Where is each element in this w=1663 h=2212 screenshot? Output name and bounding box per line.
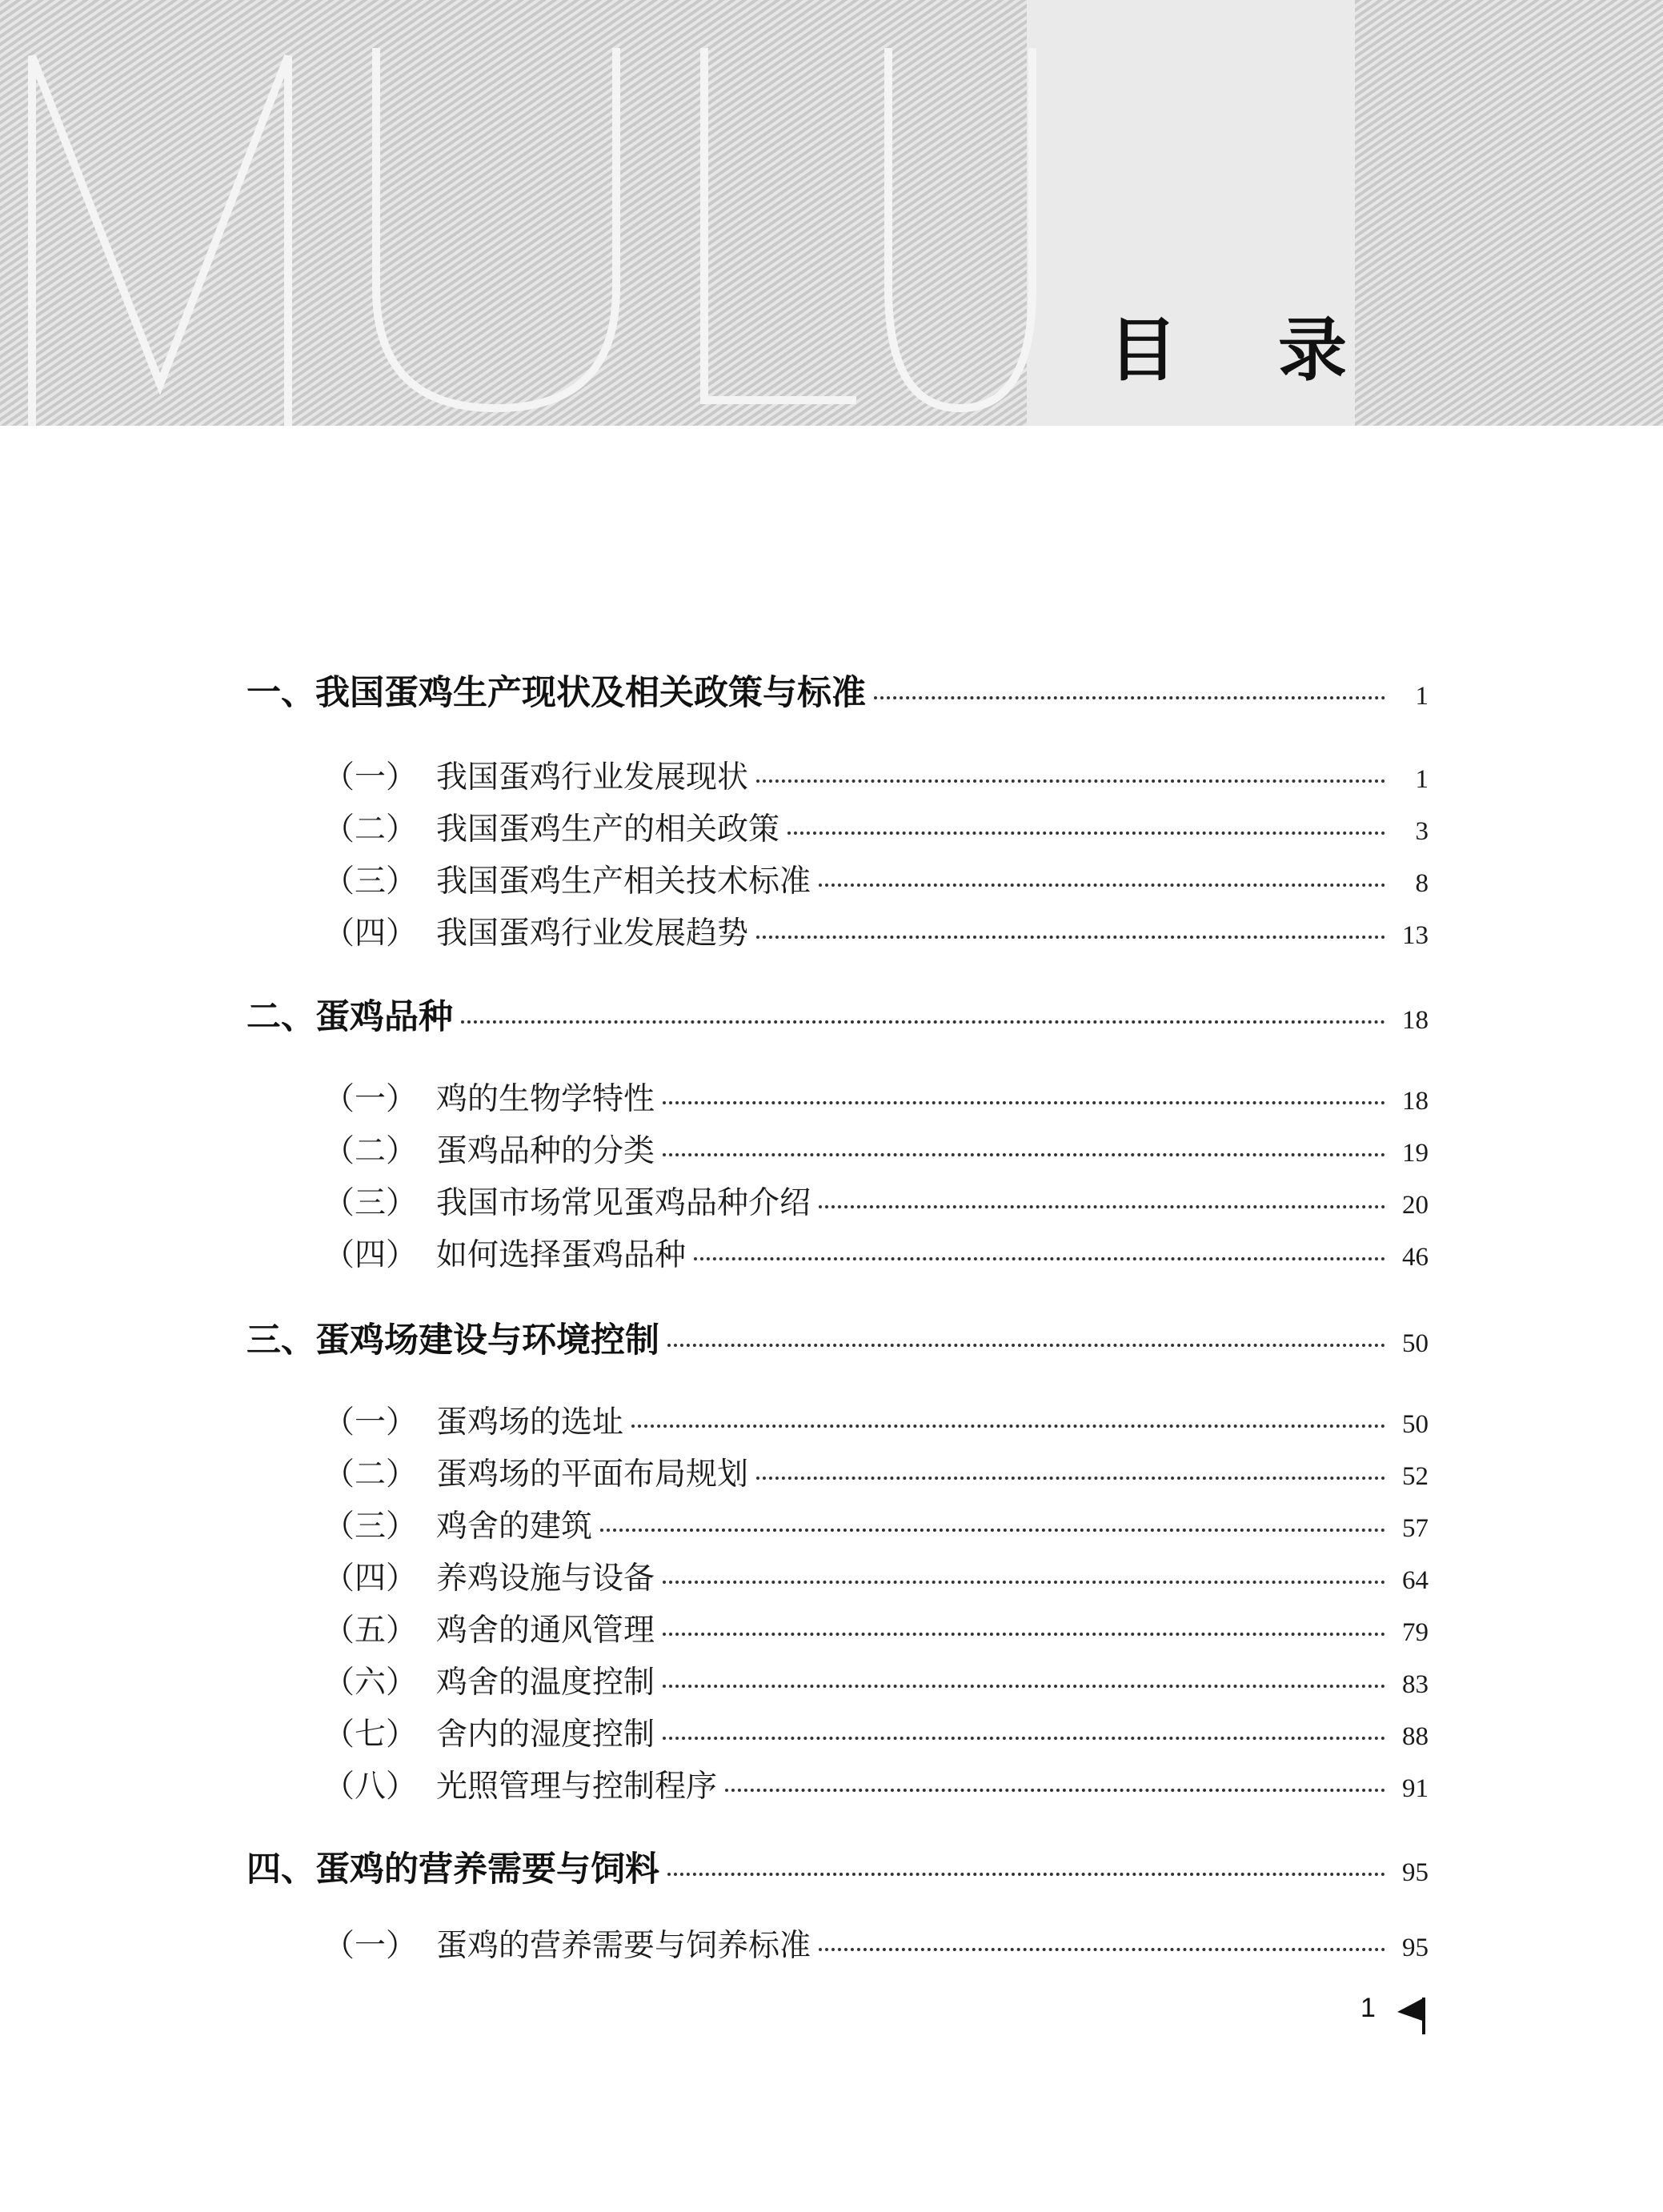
entry-text: 一、我国蛋鸡生产现状及相关政策与标准 bbox=[246, 673, 866, 713]
section-title bbox=[323, 1761, 717, 1806]
entry-text: 如何选择蛋鸡品种 bbox=[436, 1237, 687, 1273]
dot-leader bbox=[819, 1205, 1385, 1208]
section-title bbox=[323, 908, 748, 953]
chapter-title bbox=[246, 1313, 659, 1362]
entry-text: 我国蛋鸡行业发展趋势 bbox=[436, 916, 749, 952]
dot-leader bbox=[461, 1020, 1385, 1024]
page-ref: 18 bbox=[1402, 1006, 1429, 1035]
page-marker-arrow-icon bbox=[1396, 1993, 1428, 2038]
dot-leader bbox=[667, 1344, 1385, 1347]
toc-section[interactable] bbox=[323, 1657, 1429, 1702]
chapter-title bbox=[246, 990, 453, 1039]
entry-text: 蛋鸡的营养需要与饲养标准 bbox=[436, 1928, 811, 1964]
toc-section[interactable] bbox=[323, 752, 1429, 797]
entry-text: 我国蛋鸡行业发展现状 bbox=[436, 759, 749, 795]
page-ref: 64 bbox=[1402, 1566, 1429, 1595]
dot-leader bbox=[787, 832, 1385, 835]
page-ref: 3 bbox=[1415, 817, 1429, 846]
toc-section[interactable] bbox=[323, 1605, 1429, 1650]
dot-leader bbox=[874, 696, 1385, 699]
entry-text: 鸡舍的温度控制 bbox=[436, 1665, 655, 1701]
toc-section[interactable] bbox=[323, 1709, 1429, 1754]
toc-section[interactable] bbox=[323, 1553, 1429, 1598]
section-number: （三） bbox=[323, 1509, 418, 1545]
entry-text: 四、蛋鸡的营养需要与饲料 bbox=[246, 1849, 659, 1889]
section-number: （四） bbox=[323, 1561, 418, 1597]
section-number: （三） bbox=[323, 864, 418, 900]
entry-text: 蛋鸡品种的分类 bbox=[436, 1133, 655, 1169]
section-title bbox=[323, 1657, 655, 1702]
section-title bbox=[323, 1449, 748, 1494]
entry-text: 我国蛋鸡生产相关技术标准 bbox=[436, 864, 811, 900]
section-number: （一） bbox=[323, 1405, 418, 1441]
toc-section[interactable] bbox=[323, 1449, 1429, 1494]
dot-leader bbox=[663, 1737, 1385, 1740]
entry-text: 鸡的生物学特性 bbox=[436, 1081, 655, 1117]
section-number: （二） bbox=[323, 1133, 418, 1169]
toc-section[interactable] bbox=[323, 1501, 1429, 1546]
section-number: （三） bbox=[323, 1185, 418, 1221]
entry-text: 三、蛋鸡场建设与环境控制 bbox=[246, 1320, 659, 1360]
page-ref: 20 bbox=[1402, 1191, 1429, 1220]
section-number: （六） bbox=[323, 1665, 418, 1701]
page-number: 1 bbox=[1360, 1993, 1376, 2023]
page-ref: 95 bbox=[1402, 1858, 1429, 1887]
section-title bbox=[323, 856, 811, 901]
entry-text: 二、蛋鸡品种 bbox=[246, 997, 453, 1037]
dot-leader bbox=[663, 1685, 1385, 1688]
dot-leader bbox=[631, 1425, 1385, 1428]
toc-section[interactable] bbox=[323, 1178, 1429, 1223]
dot-leader bbox=[694, 1257, 1385, 1260]
toc-section[interactable] bbox=[323, 1397, 1429, 1442]
dot-leader bbox=[663, 1581, 1385, 1584]
page-ref: 88 bbox=[1402, 1722, 1429, 1751]
entry-text: 蛋鸡场的选址 bbox=[436, 1405, 624, 1441]
section-number: （一） bbox=[323, 1928, 418, 1964]
page-ref: 79 bbox=[1402, 1618, 1429, 1647]
page-ref: 19 bbox=[1402, 1139, 1429, 1168]
page-ref: 1 bbox=[1415, 682, 1429, 711]
dot-leader bbox=[756, 1477, 1385, 1480]
section-number: （五） bbox=[323, 1613, 418, 1649]
page-ref: 18 bbox=[1402, 1087, 1429, 1116]
page-ref: 83 bbox=[1402, 1670, 1429, 1699]
section-title bbox=[323, 1397, 623, 1442]
entry-text: 养鸡设施与设备 bbox=[436, 1561, 655, 1597]
toc-section[interactable] bbox=[323, 1761, 1429, 1806]
entry-text: 我国市场常见蛋鸡品种介绍 bbox=[436, 1185, 811, 1221]
page-ref: 50 bbox=[1402, 1410, 1429, 1439]
toc-section[interactable] bbox=[323, 1074, 1429, 1119]
page-ref: 91 bbox=[1402, 1774, 1429, 1803]
entry-text: 鸡舍的建筑 bbox=[436, 1509, 593, 1545]
dot-leader bbox=[600, 1529, 1385, 1532]
entry-text: 光照管理与控制程序 bbox=[436, 1769, 718, 1805]
toc-chapter[interactable] bbox=[246, 1842, 1429, 1891]
section-number: （七） bbox=[323, 1717, 418, 1753]
dot-leader bbox=[725, 1789, 1385, 1792]
page-ref: 46 bbox=[1402, 1243, 1429, 1272]
page-ref: 50 bbox=[1402, 1329, 1429, 1358]
page-title: 目 录 bbox=[1108, 311, 1385, 391]
chapter-title bbox=[246, 1842, 659, 1891]
section-title bbox=[323, 1230, 686, 1275]
page-ref: 57 bbox=[1402, 1514, 1429, 1543]
dot-leader bbox=[667, 1873, 1385, 1876]
page-ref: 13 bbox=[1402, 921, 1429, 950]
toc-chapter[interactable] bbox=[246, 666, 1429, 715]
section-number: （四） bbox=[323, 916, 418, 952]
dot-leader bbox=[756, 779, 1385, 783]
section-number: （一） bbox=[323, 759, 418, 795]
dot-leader bbox=[819, 1948, 1385, 1951]
toc-chapter[interactable] bbox=[246, 990, 1429, 1039]
section-title bbox=[323, 1709, 655, 1754]
section-title bbox=[323, 1501, 592, 1546]
section-title bbox=[323, 1605, 655, 1650]
page-ref: 8 bbox=[1415, 869, 1429, 898]
section-title bbox=[323, 1074, 655, 1119]
page-ref: 95 bbox=[1402, 1933, 1429, 1962]
entry-text: 鸡舍的通风管理 bbox=[436, 1613, 655, 1649]
section-number: （二） bbox=[323, 811, 418, 848]
section-title bbox=[323, 752, 748, 797]
page-ref: 52 bbox=[1402, 1462, 1429, 1491]
dot-leader bbox=[663, 1153, 1385, 1156]
entry-text: 舍内的湿度控制 bbox=[436, 1717, 655, 1753]
toc-section[interactable] bbox=[323, 1126, 1429, 1171]
chapter-title bbox=[246, 666, 866, 715]
section-title bbox=[323, 804, 779, 849]
toc-section[interactable] bbox=[323, 1230, 1429, 1275]
toc-section[interactable] bbox=[323, 908, 1429, 953]
toc-section[interactable] bbox=[323, 1921, 1429, 1966]
toc-section[interactable] bbox=[323, 804, 1429, 849]
page-ref: 1 bbox=[1415, 765, 1429, 794]
section-title bbox=[323, 1126, 655, 1171]
section-number: （四） bbox=[323, 1237, 418, 1273]
section-number: （八） bbox=[323, 1769, 418, 1805]
section-number: （一） bbox=[323, 1081, 418, 1117]
dot-leader bbox=[756, 936, 1385, 939]
section-title bbox=[323, 1921, 811, 1966]
section-number: （二） bbox=[323, 1457, 418, 1493]
dot-leader bbox=[819, 884, 1385, 887]
toc-section[interactable] bbox=[323, 856, 1429, 901]
entry-text: 我国蛋鸡生产的相关政策 bbox=[436, 811, 780, 848]
dot-leader bbox=[663, 1101, 1385, 1104]
toc-chapter[interactable] bbox=[246, 1313, 1429, 1362]
section-title bbox=[323, 1178, 811, 1223]
entry-text: 蛋鸡场的平面布局规划 bbox=[436, 1457, 749, 1493]
dot-leader bbox=[663, 1633, 1385, 1636]
section-title bbox=[323, 1553, 655, 1598]
